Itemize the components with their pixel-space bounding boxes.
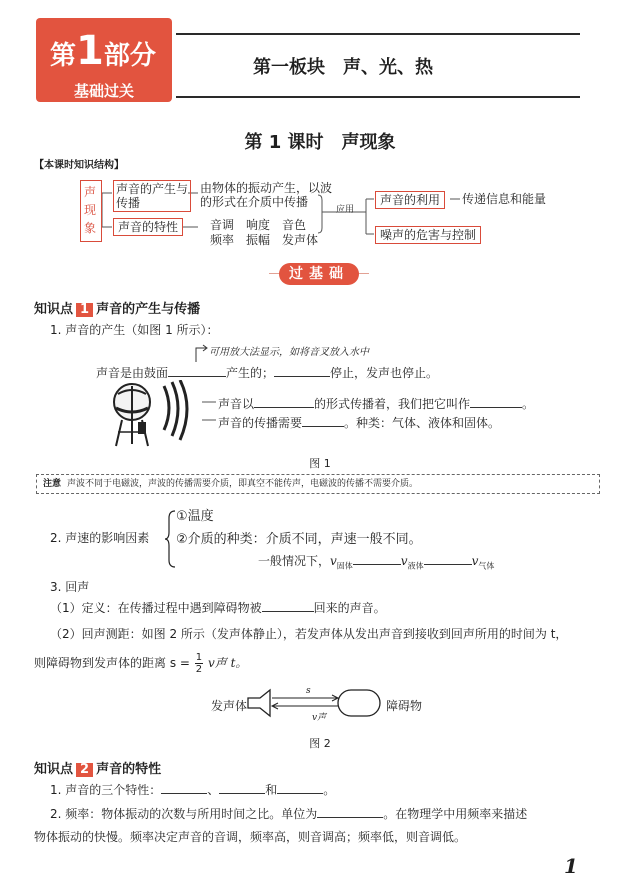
v-gas: v <box>471 554 479 568</box>
drum-figure <box>110 380 190 450</box>
structure-node-noise: 噪声的危害与控制 <box>375 226 481 244</box>
kp2-q1 <box>50 781 335 798</box>
kp1-line-a-1: 声音是由鼓面 <box>96 366 169 380</box>
blank-speed1[interactable] <box>353 564 401 565</box>
fig2-v-label: v声 <box>312 713 327 723</box>
structure-root-label: 声现象 <box>84 185 97 235</box>
blank-feature3[interactable] <box>277 793 323 794</box>
section-banner <box>269 263 369 285</box>
header-rule-top <box>176 33 580 35</box>
fraction <box>195 652 203 675</box>
structure-apply-label: 应用 <box>336 205 355 215</box>
speed-general: 一般情况下， <box>258 554 331 568</box>
kp1-prefix: 知识点 <box>34 302 74 317</box>
echo-def-1: （1）定义：在传播过程中遇到障碍物被 <box>50 601 262 615</box>
kp1-heading <box>34 298 200 317</box>
kp2-q2-cont: 物体振动的快慢。频率决定声音的音调，频率高，则音调高；频率低，则音调低。 <box>34 830 467 844</box>
figure-1-caption: 图 1 <box>309 457 331 470</box>
kp1-q3: 3. 回声 <box>50 580 90 594</box>
kp2-q2-b: 。在物理学中用频率来描述 <box>383 807 528 821</box>
echo-def-2: 回来的声音。 <box>313 601 386 615</box>
kp2-q1-text: 1. 声音的三个特性： <box>50 783 162 797</box>
fraction-num: 1 <box>195 652 203 663</box>
factor-temperature: ①温度 <box>176 509 214 524</box>
blank-feature2[interactable] <box>219 793 265 794</box>
echo-measure-2a: 则障碍物到发声体的距离 s = <box>34 656 190 670</box>
lesson-title: 第 1 课时 声现象 <box>244 132 396 153</box>
sub-solid: 固体 <box>336 561 353 571</box>
blank-b2[interactable] <box>470 407 522 408</box>
note-text: 声波不同于电磁波，声波的传播需要介质，即真空不能传声，电磁波的传播不需要介质。 <box>67 479 419 489</box>
kp2-title: 声音的特性 <box>96 762 162 777</box>
v-solid: v <box>330 554 337 568</box>
header-rule-bottom <box>176 96 580 98</box>
part-prefix: 第 <box>50 41 77 71</box>
factor-medium: ②介质的种类：介质不同，声速一般不同。 <box>176 532 422 547</box>
fraction-den: 2 <box>195 664 203 675</box>
fig2-source-label: 发声体 <box>211 699 248 713</box>
v-liquid: v <box>400 554 408 568</box>
structure-node-characteristics-attrs-2: 频率 振幅 发声体 <box>210 233 319 247</box>
kp1-line-b-2: 的形式传播着，我们把它叫作 <box>314 397 471 411</box>
kp1-line-a-2: 产生的； <box>226 366 275 380</box>
blank-a1[interactable] <box>168 376 226 377</box>
blank-b1[interactable] <box>254 407 314 408</box>
speed-comparison <box>258 552 494 571</box>
part-badge <box>36 18 172 102</box>
structure-node-use-desc: 传递信息和能量 <box>462 192 547 206</box>
echo-measure-2 <box>34 652 247 675</box>
section-banner-text: 过基础 <box>279 263 359 285</box>
kp1-line-b-1: 声音以 <box>218 397 255 411</box>
blank-c1[interactable] <box>302 426 344 427</box>
sub-gas: 气体 <box>478 561 495 571</box>
kp1-line-a <box>96 364 438 381</box>
echo-measure-2b: v声 t。 <box>207 656 248 670</box>
kp1-line-c <box>218 414 500 431</box>
kp1-line-c-2: 。种类：气体、液体和固体。 <box>344 416 501 430</box>
kp2-prefix: 知识点 <box>34 762 74 777</box>
page-number: 1 <box>564 854 578 878</box>
kp1-title: 声音的产生与传播 <box>96 302 201 317</box>
kp1-number: 1 <box>76 303 93 317</box>
note-label: 注意 <box>43 479 62 489</box>
figure-2-caption: 图 2 <box>309 737 331 750</box>
kp1-q1: 1. 声音的产生（如图 1 所示）： <box>50 323 219 337</box>
structure-node-production: 声音的产生与传播 <box>113 180 191 212</box>
kp2-q1-end: 。 <box>323 783 336 797</box>
fig1-connectors <box>200 396 230 426</box>
structure-node-production-desc-2: 的形式在介质中传播 <box>200 195 309 209</box>
structure-node-characteristics-attrs-1: 音调 响度 音色 <box>210 218 307 232</box>
kp1-line-b-3: 。 <box>522 397 535 411</box>
echo-measure-1: （2）回声测距：如图 2 所示（发声体静止），若发声体从发出声音到接收到回声所用的时间为 t， <box>50 627 568 641</box>
structure-label: 【本课时知识结构】 <box>34 160 124 171</box>
kp1-line-b <box>218 395 534 412</box>
kp1-line-a-3: 停止，发声也停止。 <box>330 366 439 380</box>
kp2-q1-and: 和 <box>265 783 278 797</box>
blank-unit[interactable] <box>317 817 383 818</box>
note-box <box>36 474 600 494</box>
block-title: 第一板块 声、光、热 <box>253 57 433 78</box>
sub-liquid: 液体 <box>407 561 424 571</box>
structure-node-use: 声音的利用 <box>375 191 445 209</box>
blank-speed2[interactable] <box>424 564 472 565</box>
structure-node-characteristics: 声音的特性 <box>113 218 183 236</box>
part-suffix: 部分 <box>103 41 156 71</box>
kp2-q1-sep: 、 <box>207 783 220 797</box>
part-number: 1 <box>76 28 104 74</box>
part-subtitle: 基础过关 <box>74 82 135 100</box>
kp2-q2 <box>50 805 527 822</box>
echo-definition <box>50 599 386 616</box>
structure-node-production-desc-1: 由物体的振动产生，以波 <box>200 181 333 195</box>
fig2-obstacle-label: 障碍物 <box>386 699 423 713</box>
blank-echo[interactable] <box>262 611 314 612</box>
handwritten-note: 可用放大法显示，如将音叉放入水中 <box>209 347 369 358</box>
kp1-line-c-1: 声音的传播需要 <box>218 416 303 430</box>
blank-feature1[interactable] <box>161 793 207 794</box>
fig2-s-label: s <box>306 686 311 696</box>
kp1-q2: 2. 声速的影响因素 <box>50 531 150 545</box>
kp2-number: 2 <box>76 763 93 777</box>
blank-a2[interactable] <box>274 376 330 377</box>
kp2-heading <box>34 758 161 777</box>
kp2-q2-a: 2. 频率：物体振动的次数与所用时间之比。单位为 <box>50 807 318 821</box>
